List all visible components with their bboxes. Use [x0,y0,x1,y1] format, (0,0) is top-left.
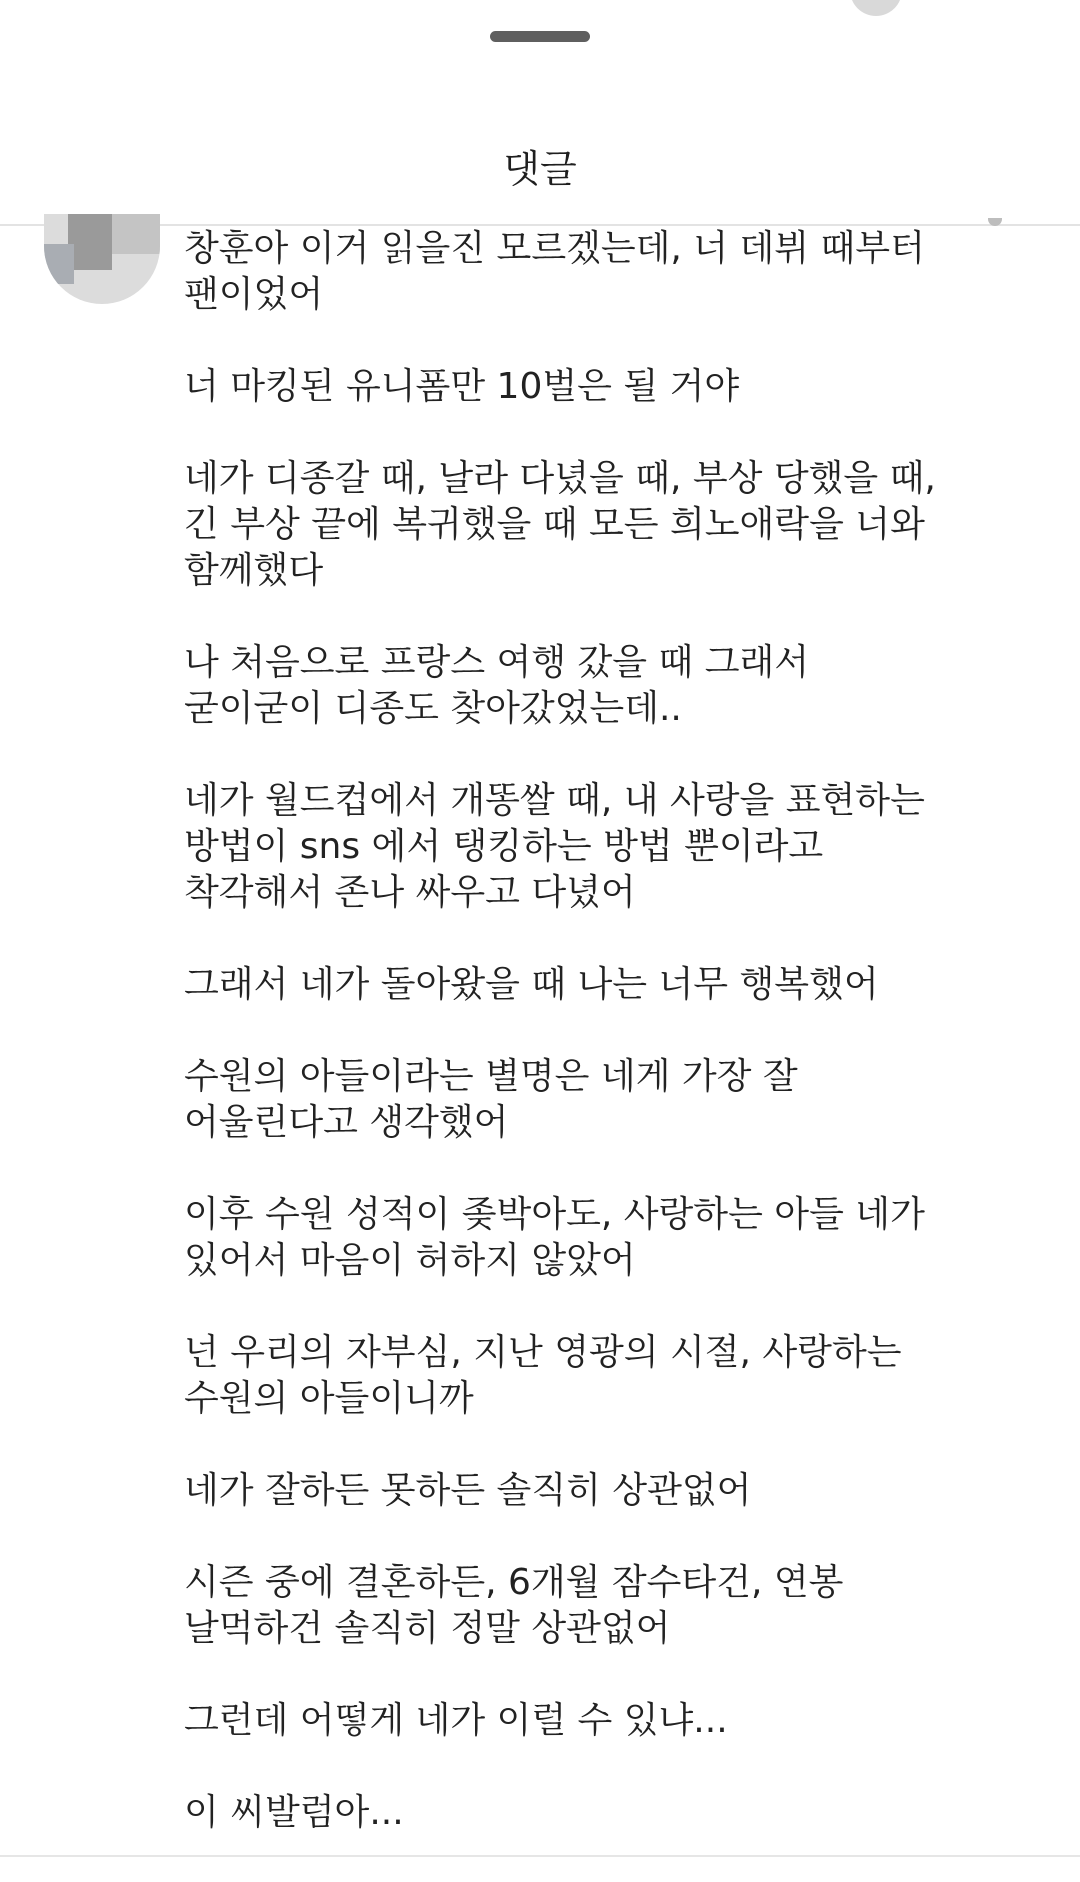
drag-handle[interactable] [490,31,590,42]
comment-line: 너 마킹된 유니폼만 10벌은 될 거야 [184,366,740,407]
comment-line: 시즌 중에 결혼하든, 6개월 잠수타건, 연봉 [184,1562,844,1603]
comment-paragraph [184,1054,944,1146]
comment-paragraph [184,226,944,318]
sheet-header [0,0,1080,226]
comment-paragraph [184,1192,944,1284]
comment-line: 긴 부상 끝에 복귀했을 때 모든 희노애락을 너와 [184,504,925,545]
comment-line: 넌 우리의 자부심, 지난 영광의 시절, 사랑하는 [184,1332,902,1373]
comment-paragraph [184,640,944,732]
comment-line: 그래서 네가 돌아왔을 때 나는 너무 행복했어 [184,964,879,1005]
comment-paragraph [184,962,944,1008]
sheet-title: 댓글 [503,147,577,191]
comment-paragraph [184,778,944,916]
bottom-divider [0,1855,1080,1857]
comment-line: 있어서 마음이 허하지 않았어 [184,1240,636,1281]
comment-paragraph [184,1790,944,1836]
comment-line: 굳이굳이 디종도 찾아갔었는데.. [184,688,682,729]
avatar[interactable] [44,214,160,304]
comment-line: 착각해서 존나 싸우고 다녔어 [184,872,636,913]
comment-line: 수원의 아들이니까 [184,1378,474,1419]
comment-line: 나 처음으로 프랑스 여행 갔을 때 그래서 [184,642,810,683]
comment-line: 네가 월드컵에서 개똥쌀 때, 내 사랑을 표현하는 [184,780,925,821]
comment-line: 네가 잘하든 못하든 솔직히 상관없어 [184,1470,752,1511]
comment-line: 함께했다 [184,550,324,591]
comment-line: 방법이 sns 에서 탱킹하는 방법 뿐이라고 [184,826,824,867]
comment-paragraph [184,1468,944,1514]
comment-text [184,226,944,1882]
comment-paragraph [184,1330,944,1422]
comment-paragraph [184,364,944,410]
comment-line: 이후 수원 성적이 좆박아도, 사랑하는 아들 네가 [184,1194,925,1235]
comment-line: 그런데 어떻게 네가 이럴 수 있냐... [184,1700,728,1741]
comment-paragraph [184,1560,944,1652]
comment-line: 창훈아 이거 읽을진 모르겠는데, 너 데뷔 때부터 [184,228,925,269]
comment-line: 네가 디종갈 때, 날라 다녔을 때, 부상 당했을 때, [184,458,936,499]
comment-line: 날먹하건 솔직히 정말 상관없어 [184,1608,671,1649]
comment-line: 이 씨발럼아... [184,1792,404,1833]
comment-line: 팬이었어 [184,274,324,315]
comment-line: 수원의 아들이라는 별명은 네게 가장 잘 [184,1056,798,1097]
comment-paragraph [184,1698,944,1744]
comment-paragraph [184,456,944,594]
comment-line: 어울린다고 생각했어 [184,1102,509,1143]
